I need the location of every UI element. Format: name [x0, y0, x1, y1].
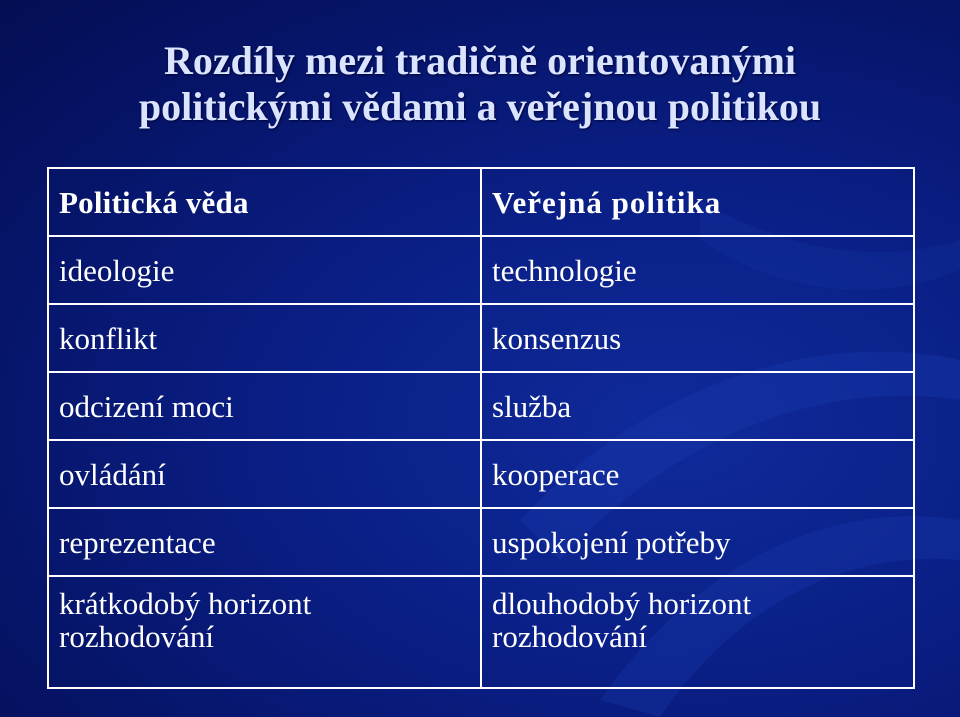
table-cell: kooperace	[481, 440, 914, 508]
table-row	[48, 236, 914, 304]
comparison-table	[47, 167, 915, 689]
slide-title	[0, 38, 960, 130]
table-cell: dlouhodobý horizont rozhodování	[481, 576, 914, 688]
header-political-science: Politická věda	[48, 168, 481, 236]
table-cell: ideologie	[48, 236, 481, 304]
table-row	[48, 576, 914, 688]
slide-title-line-2: politickými vědami a veřejnou politikou	[138, 84, 822, 129]
slide-title-line-1: Rozdíly mezi tradičně orientovanými	[163, 38, 797, 83]
table-cell: konflikt	[48, 304, 481, 372]
table-cell: uspokojení potřeby	[481, 508, 914, 576]
table-row	[48, 304, 914, 372]
table-cell: krátkodobý horizont rozhodování	[48, 576, 481, 688]
table-cell: ovládání	[48, 440, 481, 508]
table-row	[48, 440, 914, 508]
table-header-row	[48, 168, 914, 236]
table-cell: technologie	[481, 236, 914, 304]
table-cell: reprezentace	[48, 508, 481, 576]
table-row	[48, 372, 914, 440]
table-cell: služba	[481, 372, 914, 440]
table-row	[48, 508, 914, 576]
header-public-policy: Veřejná politika	[481, 168, 914, 236]
table-cell: odcizení moci	[48, 372, 481, 440]
table-cell: konsenzus	[481, 304, 914, 372]
